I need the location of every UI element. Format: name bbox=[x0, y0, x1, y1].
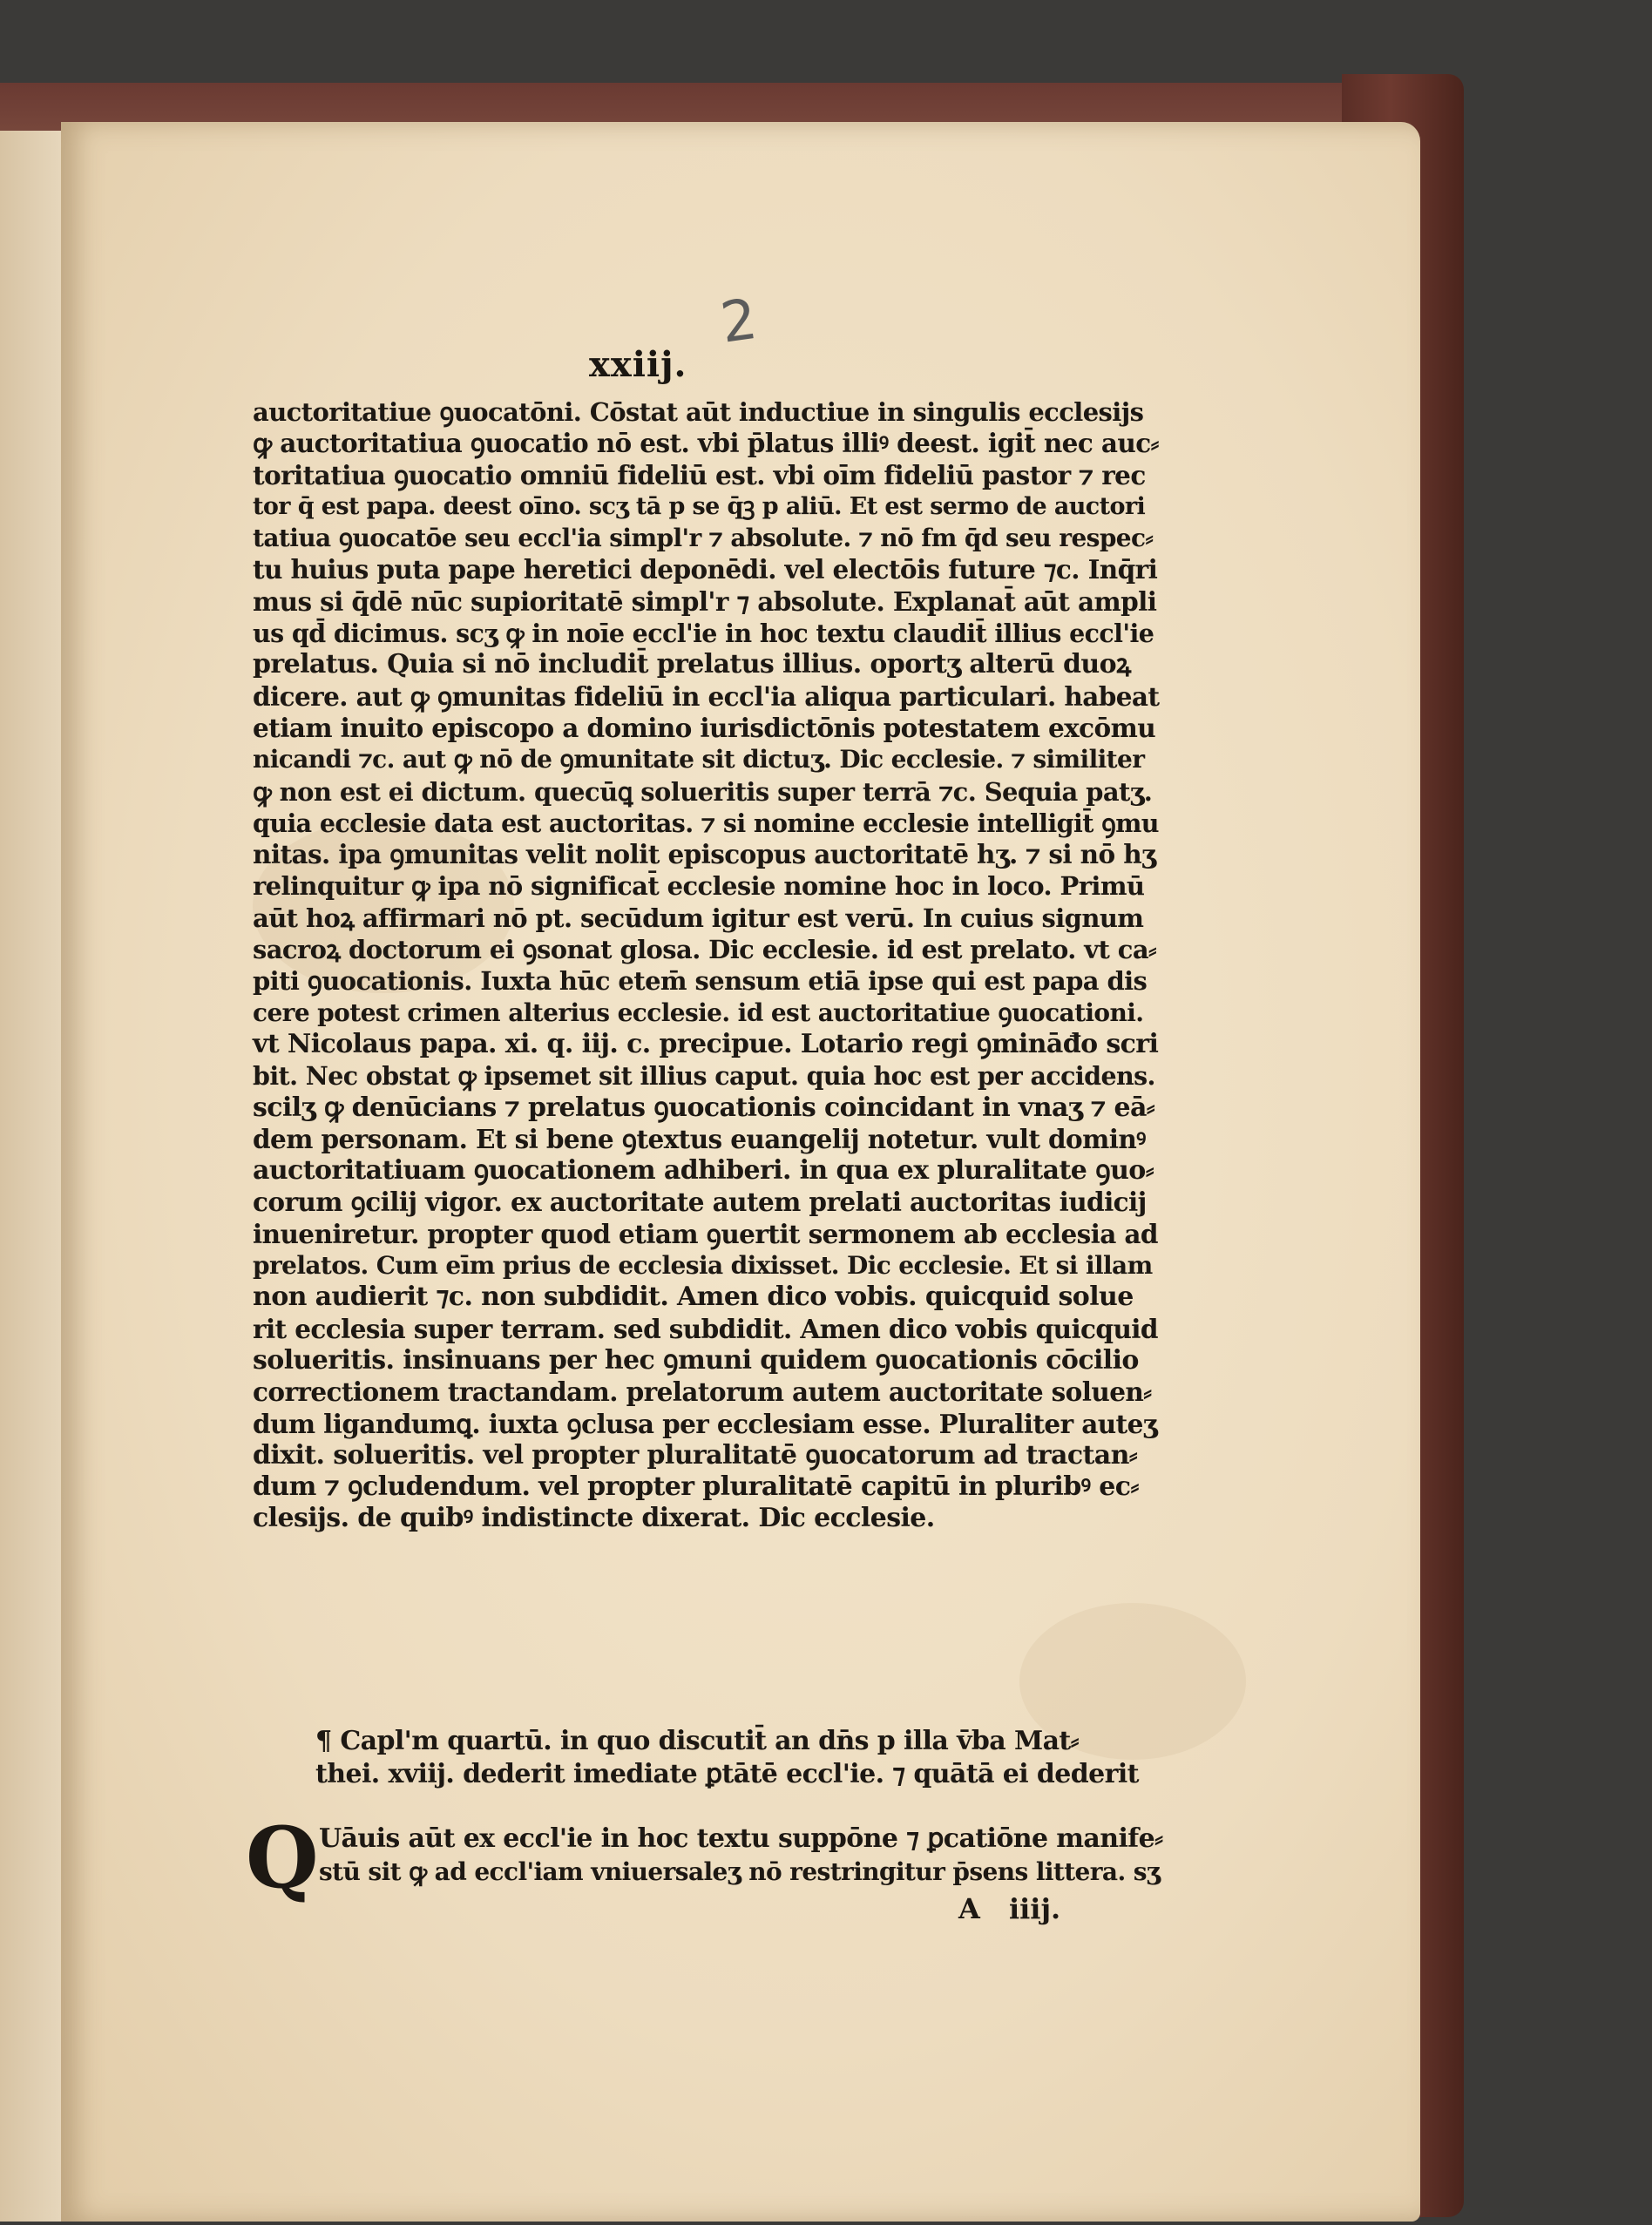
text-line: etiam inuito episcopo a domino iurisdictōnis potestatem excōmu bbox=[253, 712, 1156, 743]
text-line: stū sit ꝙ ad eccl'iam vniuersaleʒ nō restringitur p̄sens littera. sʒ bbox=[319, 1857, 1161, 1886]
text-line: piti ꝯuocationis. Iuxta hūc etem̄ sensum etiā ipse qui est papa dis bbox=[253, 966, 1148, 997]
chapter-heading bbox=[315, 1725, 1152, 1791]
text-line: prelatus. Quia si nō includit̄ prelatus illius. oportʒ alterū duoꝝ bbox=[253, 649, 1131, 680]
text-line: scilʒ ꝙ denūcians ⁊ prelatus ꝯuocationis coincidant in vnaʒ ⁊ eā⸗ bbox=[253, 1092, 1155, 1123]
signature-number: iiij. bbox=[1008, 1892, 1061, 1925]
text-line: tu huius puta pape heretici deponēdi. vel electōis future ⁊c. Inq̄ri bbox=[253, 554, 1158, 585]
text-line: auctoritatiuam ꝯuocationem adhiberi. in qua ex pluralitate ꝯuo⸗ bbox=[253, 1155, 1154, 1187]
text-line: prelatos. Cum eīm prius de ecclesia dixisset. Dic ecclesie. Et si illam bbox=[253, 1251, 1153, 1281]
text-line: solueritis. insinuans per hec ꝯmuni quidem ꝯuocationis cōcilio bbox=[253, 1344, 1139, 1376]
text-line: sacroꝝ doctorum ei ꝯsonat glosa. Dic ecclesie. id est prelato. vt ca⸗ bbox=[253, 935, 1157, 965]
text-line: cere potest crimen alterius ecclesie. id est auctoritatiue ꝯuocationi. bbox=[253, 998, 1144, 1027]
verso-page-edge bbox=[0, 131, 70, 2222]
text-line: ꝙ auctoritatiua ꝯuocatio nō est. vbi p̄latus illiꝰ deest. igit̄ nec auc⸗ bbox=[253, 428, 1159, 459]
text-line: dicere. aut ꝙ ꝯmunitas fideliū in eccl'ia aliqua particulari. habeat bbox=[253, 680, 1160, 712]
text-line: dum ⁊ ꝯcludendum. vel propter pluralitatē capitū in pluribꝰ ec⸗ bbox=[253, 1471, 1139, 1503]
text-line: clesijs. de quibꝰ indistincte dixerat. Dic ecclesie. bbox=[253, 1503, 935, 1534]
text-line: mus si q̄dē nūc supioritatē simpl'r ⁊ absolute. Explanat̄ aūt ampli bbox=[253, 585, 1157, 617]
text-line: tatiua ꝯuocatōe seu eccl'ia simpl'r ⁊ absolute. ⁊ nō fm q̄d seu respec⸗ bbox=[253, 524, 1154, 553]
signature-mark bbox=[958, 1892, 1060, 1925]
text-line: rit ecclesia super terram. sed subdidit. Amen dico vobis quicquid bbox=[253, 1313, 1158, 1344]
text-line: vt Nicolaus papa. xi. q. iij. c. precipue. Lotario regi ꝯmināđo scri bbox=[253, 1028, 1159, 1059]
chapter-heading-line: ¶ Capl'm quartū. in quo discutit̄ an dn̄s p illa v̄ba Mat⸗ bbox=[315, 1726, 1080, 1756]
text-line: correctionem tractandam. prelatorum autem auctoritate soluen⸗ bbox=[253, 1376, 1152, 1408]
text-line: bit. Nec obstat ꝙ ipsemet sit illius caput. quia hoc est per accidens. bbox=[253, 1061, 1155, 1092]
text-line: nitas. ipa ꝯmunitas velit nolit episcopus auctoritatē hʒ. ⁊ si nō hʒ bbox=[253, 839, 1156, 870]
text-line: auctoritatiue ꝯuocatōni. Cōstat aūt inductiue in singulis ecclesijs bbox=[253, 397, 1144, 427]
text-line: inueniretur. propter quod etiam ꝯuertit sermonem ab ecclesia ad bbox=[253, 1218, 1158, 1249]
chapter-opening bbox=[246, 1809, 1169, 1907]
signature-letter: A bbox=[958, 1892, 980, 1925]
main-text-block bbox=[253, 396, 1159, 1535]
text-line: non audierit ⁊c. non subdidit. Amen dico vobis. quicquid solue bbox=[253, 1282, 1134, 1313]
drop-initial: Q bbox=[246, 1809, 319, 1907]
text-line: aūt hoꝝ affirmari nō pt. secūdum igitur est verū. In cuius signum bbox=[253, 903, 1144, 933]
chapter-heading-line: thei. xviij. dederit imediate ꝑtātē eccl'ie. ⁊ quātā ei dederit bbox=[315, 1759, 1139, 1789]
text-line: ꝙ non est ei dictum. quecūꝗ solueritis super terrā ⁊c. Sequia patʒ. bbox=[253, 776, 1153, 807]
text-line: toritatiua ꝯuocatio omniū fideliū est. vbi oīm fideliū pastor ⁊ rec bbox=[253, 459, 1146, 490]
text-line: us qd̄ dicimus. scʒ ꝙ in noīe eccl'ie in hoc textu claudit̄ illius eccl'ie bbox=[253, 619, 1154, 649]
text-line: nicandi ⁊c. aut ꝙ nō de ꝯmunitate sit dictuʒ. Dic ecclesie. ⁊ similiter bbox=[253, 745, 1145, 774]
text-line: dixit. solueritis. vel propter pluralitatē ꝯuocatorum ad tractan⸗ bbox=[253, 1439, 1138, 1471]
text-line: Uāuis aūt ex eccl'ie in hoc textu suppōne ⁊ ꝑcatiōne manife⸗ bbox=[319, 1823, 1163, 1854]
text-line: relinquitur ꝙ ipa nō significat̄ ecclesie nomine hoc in loco. Primū bbox=[253, 871, 1145, 902]
pencil-mark: 2 bbox=[716, 287, 762, 356]
text-line: dum ligandumꝗ. iuxta ꝯclusa per ecclesiam esse. Pluraliter auteʒ bbox=[253, 1408, 1157, 1439]
text-line: quia ecclesie data est auctoritas. ⁊ si nomine ecclesie intelligit̄ ꝯmu bbox=[253, 808, 1159, 838]
text-line: corum ꝯcilij vigor. ex auctoritate autem prelati auctoritas iudicij bbox=[253, 1187, 1147, 1218]
folio-number: xxiij. bbox=[589, 344, 687, 385]
text-line: tor q̄ est papa. deest oīno. scʒ tā p se q̄ꝫ p aliū. Et est sermo de auctori bbox=[253, 492, 1146, 520]
text-line: dem personam. Et si bene ꝯtextus euangelij notetur. vult dominꝰ bbox=[253, 1123, 1146, 1154]
